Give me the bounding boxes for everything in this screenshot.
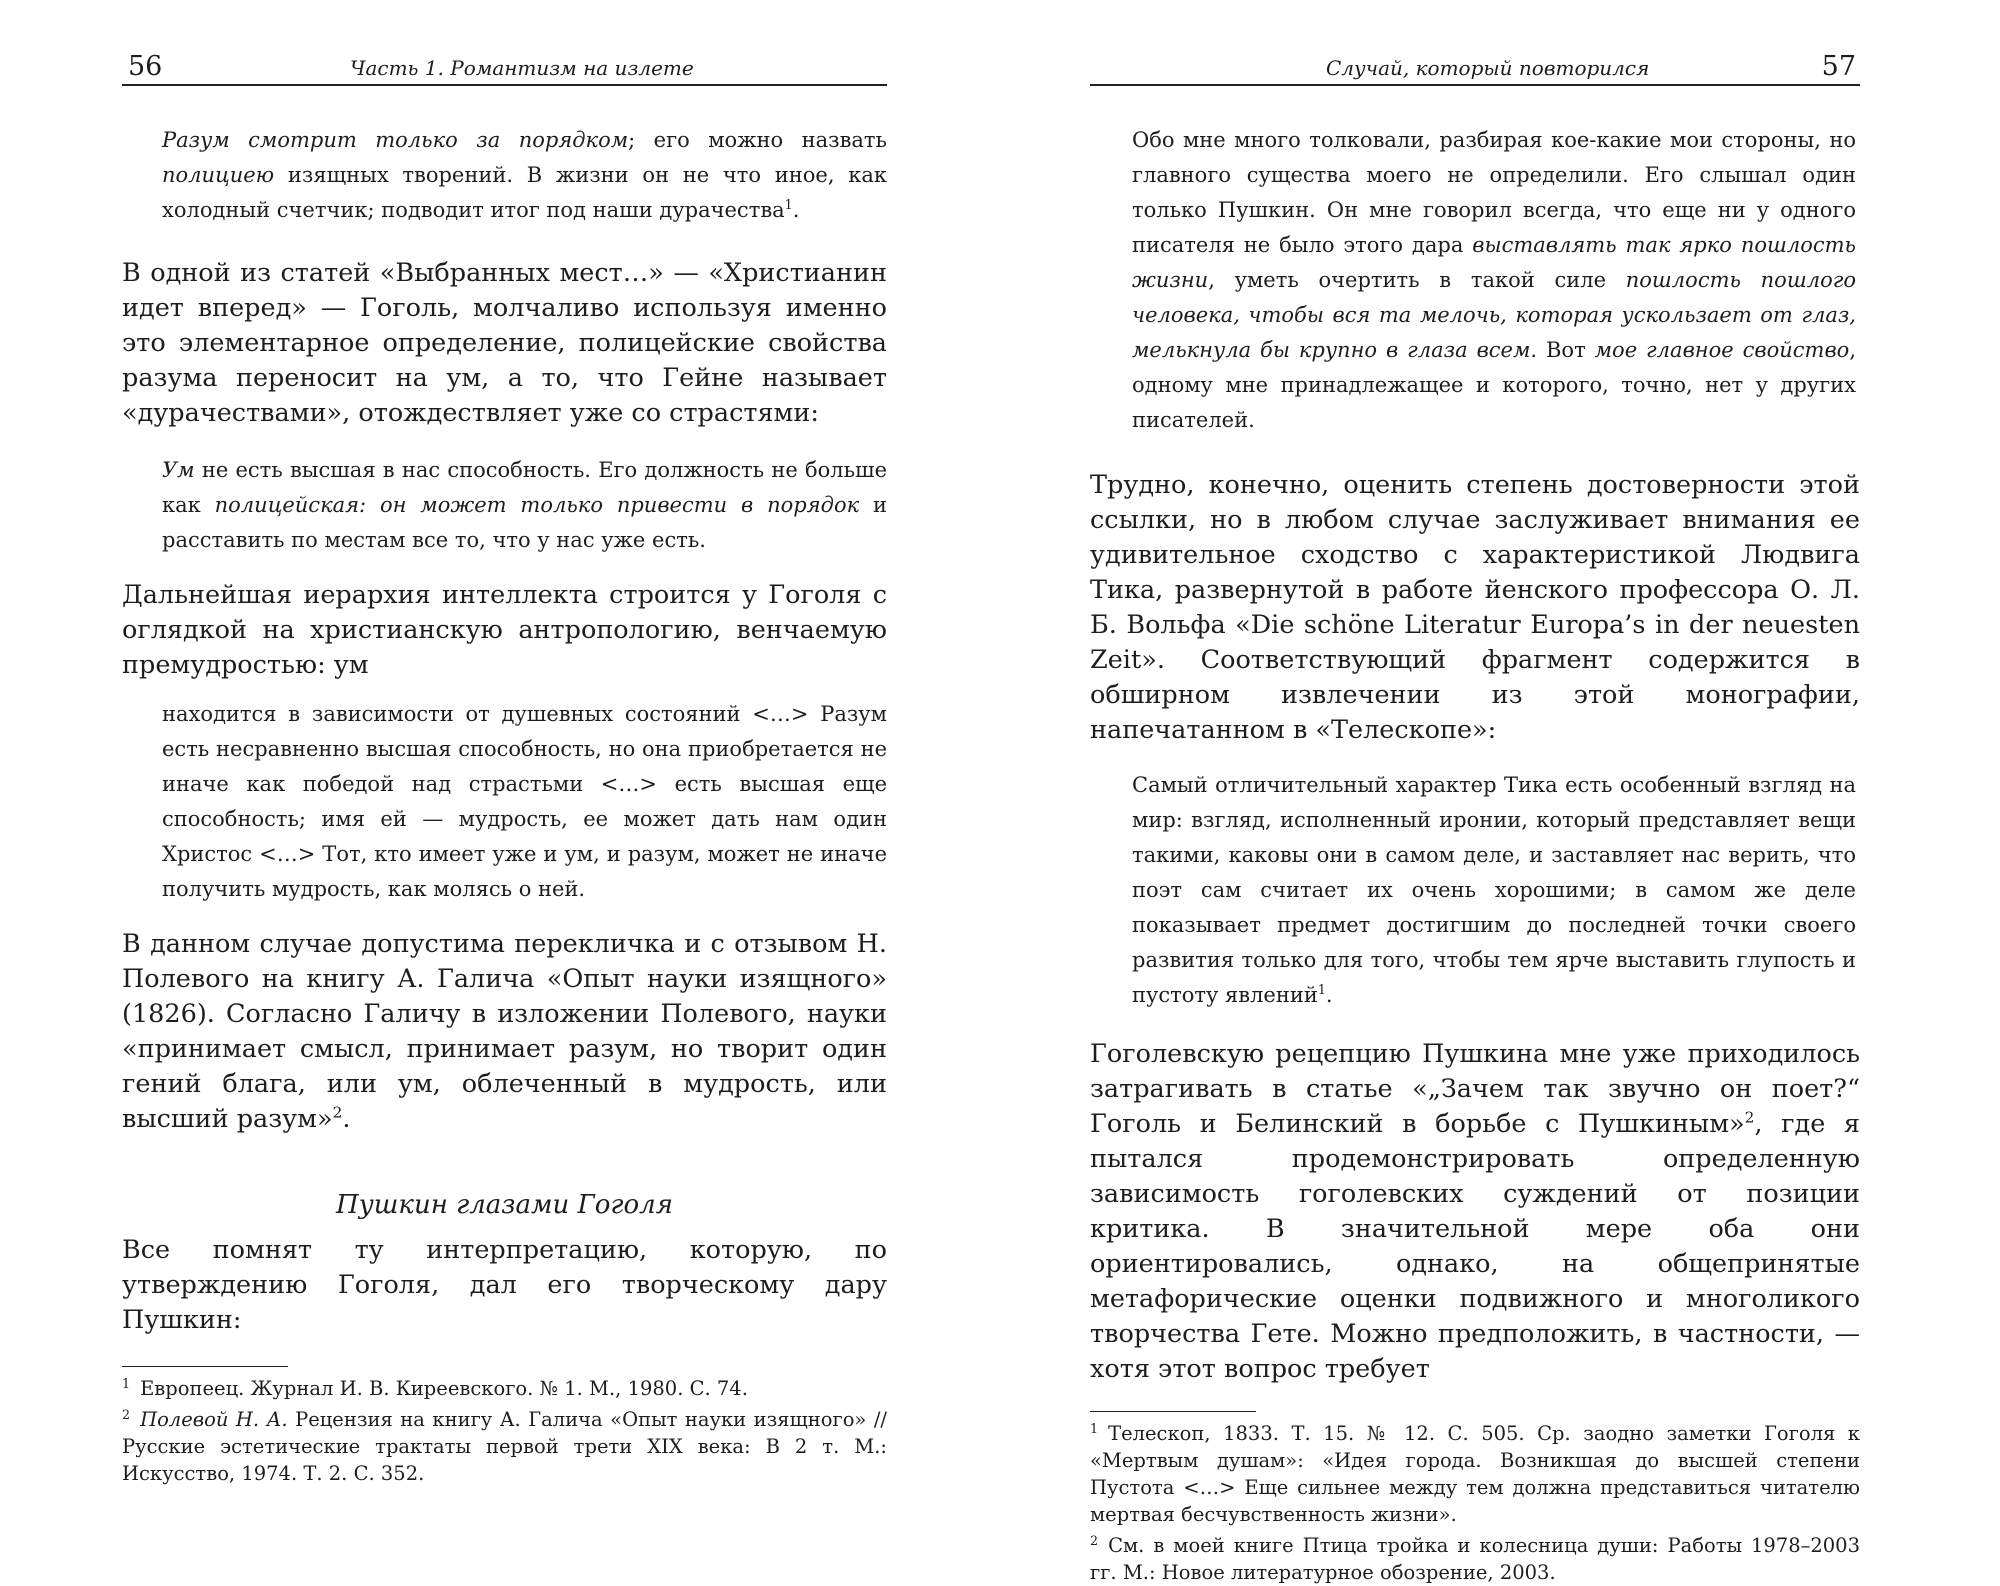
paragraph-text: В данном случае допустима перекличка и с отзывом Н. Полевого на книгу А. Галича «Опыт науки изящного» (1826). Согласно Галичу в изложении Полевого, науки «принимает смысл, принимает разум, но творит один гений блага, или ум, облеченный в мудрость, или высший разум» — [122, 929, 887, 1134]
left-page-number: 56 — [128, 51, 163, 82]
footnote-ref: 2 — [1744, 1108, 1755, 1127]
footnote-mark: 1 — [122, 1375, 131, 1391]
left-quote-gogol-mind — [122, 453, 887, 558]
left-paragraph-3 — [122, 927, 887, 1137]
paragraph-text: , где я пытался продемонстрировать определенную зависимость гоголевских суждений от позиции критика. В значительной мере оба они ориентировались, однако, на общепринятые метафорические оценки подвижного и многоликого творчества Гете. Можно предположить, в частности, — хотя этот вопрос требует — [1090, 1109, 1860, 1384]
quote-text: . — [792, 198, 800, 222]
section-heading: Пушкин глазами Гоголя — [336, 1190, 673, 1220]
right-paragraph-1: Трудно, конечно, оценить степень достоверности этой ссылки, но в любом случае заслуживает внимания ее удивительное сходство с характеристикой Людвига Тика, развернутой в работе йенского профессора О. Л. Б. Вольфа «Die schöne Literatur Europa’s in der neuesten Zeit». Соответствующий фрагмент содержится в обширном извлечении из этой монографии, напечатанном в «Телескопе»: — [1090, 470, 1860, 745]
quote-text: ; его можно назвать — [628, 128, 887, 152]
quote-text: изящных творений. В жизни он не что иное, как холодный счетчик; подводит итог под наши дурачества — [162, 163, 887, 222]
right-page-number: 57 — [1821, 51, 1856, 82]
footnote-rule — [1090, 1411, 1256, 1412]
footnote-ref: 1 — [784, 197, 793, 212]
quote-text: . Вот — [1530, 338, 1595, 362]
footnote-mark: 2 — [122, 1406, 131, 1422]
right-quote-tieck — [1090, 768, 1860, 1013]
footnote-mark: 1 — [1090, 1420, 1099, 1436]
quote-emphasis: пошлость пошлого человека, чтобы вся та мелочь, которая ускользает от глаз, мелькнула бы крупно в глаза всем — [1132, 268, 1856, 362]
quote-text: , уметь очертить в такой силе — [1208, 268, 1626, 292]
quote-emphasis: Ум — [162, 458, 195, 482]
footnote-text: Европеец. Журнал И. В. Киреевского. № 1. М., 1980. С. 74. — [140, 1377, 748, 1400]
left-page — [122, 0, 887, 1487]
right-footnote-1 — [1090, 1420, 1860, 1528]
right-running-title: Случай, который повторился — [1326, 56, 1650, 80]
quote-emphasis: выставлять так ярко пошлость жизни — [1132, 233, 1856, 292]
quote-text: Самый отличительный характер Тика есть особенный взгляд на мир: взгляд, исполненный иронии, который представляет вещи такими, каковы они в самом деле, и заставляет нас верить, что поэт сам считает их очень хорошими; в самом же деле показывает предмет достигшим до последней точки своего развития только для того, чтобы тем ярче выставить глупость и пустоту явлений — [1132, 773, 1856, 1007]
quote-text: Обо мне много толковали, разбирая кое-какие мои стороны, но главного существа моего не определили. Его слышал один только Пушкин. Он мне говорил всегда, что еще ни у одного писателя не было этого дара — [1132, 128, 1856, 257]
paragraph-text: . — [342, 1104, 351, 1134]
left-footnote-1 — [122, 1375, 887, 1402]
footnote-ref: 2 — [332, 1103, 343, 1122]
left-running-head — [122, 0, 887, 86]
right-paragraph-2 — [1090, 1037, 1860, 1387]
quote-text: не есть высшая в нас способность. Его должность не больше как — [162, 458, 887, 517]
footnote-text: Рецензия на книгу А. Галича «Опыт науки изящного» // Русские эстетические трактаты первой трети XIX века: В 2 т. М.: Искусство, 1974. Т. 2. С. 352. — [122, 1408, 888, 1485]
left-quote-wisdom: находится в зависимости от душевных состояний <…> Разум есть несравненно высшая способность, но она приобретается не иначе как победой над страстьми <…> есть высшая еще способность; имя ей — мудрость, ее может дать нам один Христос <…> Тот, кто имеет уже и ум, и разум, может не иначе получить мудрость, как молясь о ней. — [162, 702, 887, 901]
right-page — [1090, 0, 1860, 1586]
right-footnote-2 — [1090, 1532, 1860, 1586]
left-footnotes — [122, 1375, 887, 1487]
right-quote-gogol — [1090, 123, 1860, 438]
quote-text: , одному мне принадлежащее и которого, точно, нет у других писателей. — [1132, 338, 1857, 432]
footnote-ref: 1 — [1317, 982, 1326, 997]
quote-emphasis: Разум смотрит только за порядком — [162, 128, 629, 152]
footnote-author: Полевой Н. А. — [140, 1408, 288, 1431]
quote-emphasis: полицейская: он может только привести в порядок — [214, 493, 860, 517]
right-footnotes — [1090, 1420, 1860, 1586]
quote-text: . — [1325, 983, 1333, 1007]
footnote-rule — [122, 1366, 288, 1367]
left-paragraph-1: В одной из статей «Выбранных мест…» — «Христианин идет вперед» — Гоголь, молчаливо используя именно это элементарное определение, полицейские свойства разума переносит на ум, а то, что Гейне называет «дурачествами», отождествляет уже со страстями: — [122, 258, 887, 428]
left-paragraph-2: Дальнейшая иерархия интеллекта строится у Гоголя с оглядкой на христианскую антропологию, венчаемую премудростью: ум — [122, 580, 887, 680]
quote-emphasis: полициею — [162, 163, 275, 187]
footnote-text: Телескоп, 1833. Т. 15. № 12. С. 505. Ср. заодно заметки Гоголя к «Мертвым душам»: «Идея города. Возникшая до высшей степени Пустота <…> Еще сильнее между тем должна представиться читателю мертвая бесчувственность жизни». — [1090, 1422, 1860, 1526]
right-running-head — [1090, 0, 1860, 86]
left-paragraph-4: Все помнят ту интерпретацию, которую, по утверждению Гоголя, дал его творческому дару Пушкин: — [122, 1235, 887, 1335]
left-running-title: Часть 1. Романтизм на излете — [350, 56, 694, 80]
footnote-mark: 2 — [1090, 1532, 1099, 1548]
paragraph-text: Гоголевскую рецепцию Пушкина мне уже приходилось затрагивать в статье «„Зачем так звучно он поет?“ Гоголь и Белинский в борьбе с Пушкиным» — [1090, 1039, 1860, 1139]
left-quote-heine — [122, 123, 887, 228]
left-footnote-2 — [122, 1406, 887, 1487]
footnote-text: См. в моей книге Птица тройка и колесница души: Работы 1978–2003 гг. М.: Новое литературное обозрение, 2003. — [1090, 1534, 1860, 1584]
quote-emphasis: мое главное свойство — [1594, 338, 1850, 362]
quote-text: и расставить по местам все то, что у нас уже есть. — [162, 493, 887, 552]
